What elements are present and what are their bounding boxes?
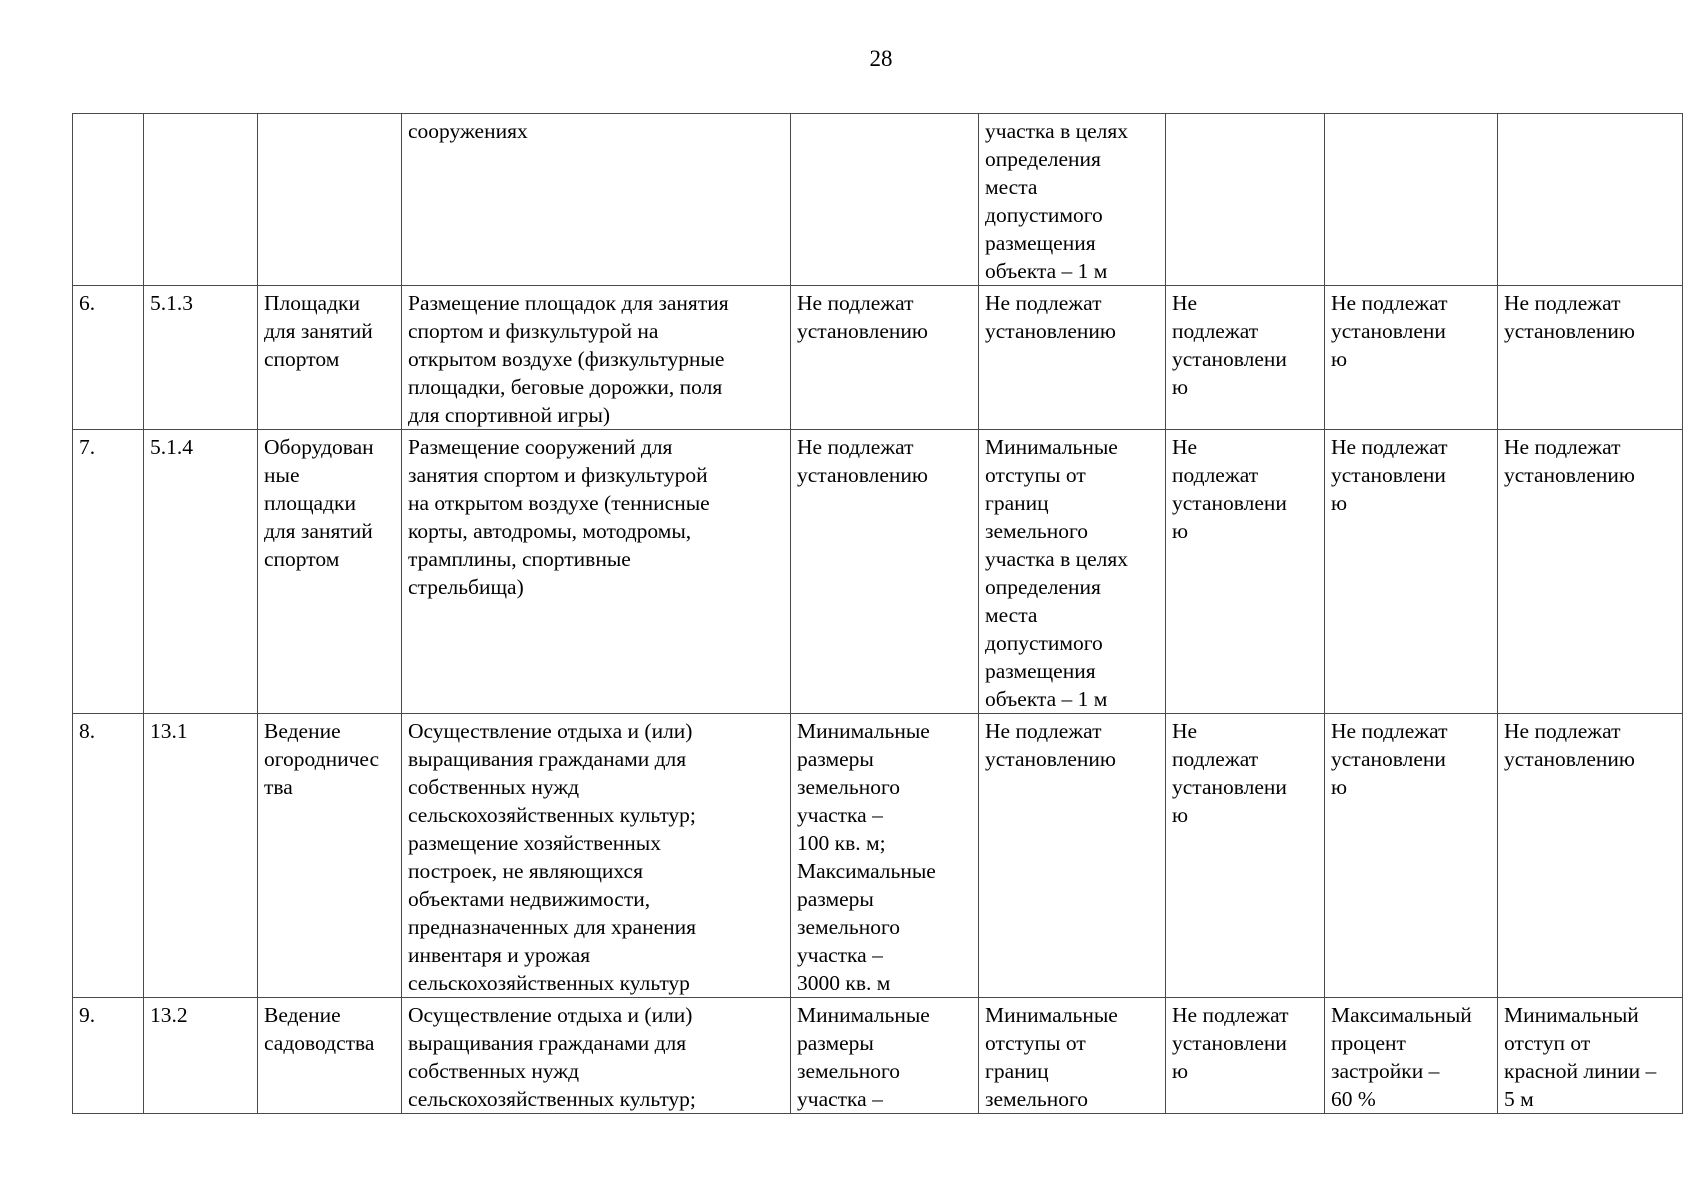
plot-size-cell: Минимальные размеры земельного участка –	[791, 998, 979, 1114]
other-params-cell	[1498, 114, 1683, 286]
row-number-cell: 6.	[73, 286, 144, 430]
use-description-cell: Осуществление отдыха и (или) выращивания гражданами для собственных нужд сельскохозяйственных культур; размещение хозяйственных построек, не являющихся объектами недвижимости, предназначенных для хранения инвентаря и урожая сельскохозяйственных культур	[402, 714, 791, 998]
use-description-cell: Размещение сооружений для занятия спортом и физкультурой на открытом воздухе (теннисные корты, автодромы, мотодромы, трамплины, спортивные стрельбища)	[402, 430, 791, 714]
use-name-cell: Оборудован ные площадки для занятий спортом	[258, 430, 402, 714]
other-params-cell: Не подлежат установлению	[1498, 714, 1683, 998]
coverage-cell: Не подлежат установлени ю	[1325, 430, 1498, 714]
plot-size-cell	[791, 114, 979, 286]
plot-size-cell: Не подлежат установлению	[791, 286, 979, 430]
other-params-cell: Не подлежат установлению	[1498, 286, 1683, 430]
type-code-cell: 13.2	[144, 998, 258, 1114]
setback-cell: Минимальные отступы от границ земельного	[979, 998, 1166, 1114]
page-number: 28	[869, 46, 893, 71]
row-number-cell: 8.	[73, 714, 144, 998]
setback-cell: Не подлежат установлению	[979, 714, 1166, 998]
table-row	[73, 430, 1683, 714]
table-row	[73, 286, 1683, 430]
use-name-cell: Площадки для занятий спортом	[258, 286, 402, 430]
use-name-cell	[258, 114, 402, 286]
floors-cell: Не подлежат установлени ю	[1166, 430, 1325, 714]
use-description-cell: сооружениях	[402, 114, 791, 286]
row-number-cell	[73, 114, 144, 286]
use-name-cell: Ведение огородничес тва	[258, 714, 402, 998]
use-description-cell: Осуществление отдыха и (или) выращивания гражданами для собственных нужд сельскохозяйственных культур;	[402, 998, 791, 1114]
regulations-table	[72, 113, 1683, 1114]
row-number-cell: 7.	[73, 430, 144, 714]
table-row	[73, 998, 1683, 1114]
plot-size-cell: Не подлежат установлению	[791, 430, 979, 714]
floors-cell	[1166, 114, 1325, 286]
floors-cell: Не подлежат установлени ю	[1166, 998, 1325, 1114]
coverage-cell	[1325, 114, 1498, 286]
coverage-cell: Не подлежат установлени ю	[1325, 286, 1498, 430]
setback-cell: Минимальные отступы от границ земельного участка в целях определения места допустимого размещения объекта – 1 м	[979, 430, 1166, 714]
floors-cell: Не подлежат установлени ю	[1166, 286, 1325, 430]
type-code-cell: 13.1	[144, 714, 258, 998]
use-description-cell: Размещение площадок для занятия спортом и физкультурой на открытом воздухе (физкультурные площадки, беговые дорожки, поля для спортивной игры)	[402, 286, 791, 430]
row-number-cell: 9.	[73, 998, 144, 1114]
other-params-cell: Не подлежат установлению	[1498, 430, 1683, 714]
floors-cell: Не подлежат установлени ю	[1166, 714, 1325, 998]
setback-cell: Не подлежат установлению	[979, 286, 1166, 430]
type-code-cell	[144, 114, 258, 286]
setback-cell: участка в целях определения места допустимого размещения объекта – 1 м	[979, 114, 1166, 286]
coverage-cell: Не подлежат установлени ю	[1325, 714, 1498, 998]
type-code-cell: 5.1.4	[144, 430, 258, 714]
type-code-cell: 5.1.3	[144, 286, 258, 430]
table-row	[73, 714, 1683, 998]
plot-size-cell: Минимальные размеры земельного участка – 100 кв. м; Максимальные размеры земельного участка – 3000 кв. м	[791, 714, 979, 998]
other-params-cell: Минимальный отступ от красной линии – 5 м	[1498, 998, 1683, 1114]
coverage-cell: Максимальный процент застройки – 60 %	[1325, 998, 1498, 1114]
table-row	[73, 114, 1683, 286]
use-name-cell: Ведение садоводства	[258, 998, 402, 1114]
